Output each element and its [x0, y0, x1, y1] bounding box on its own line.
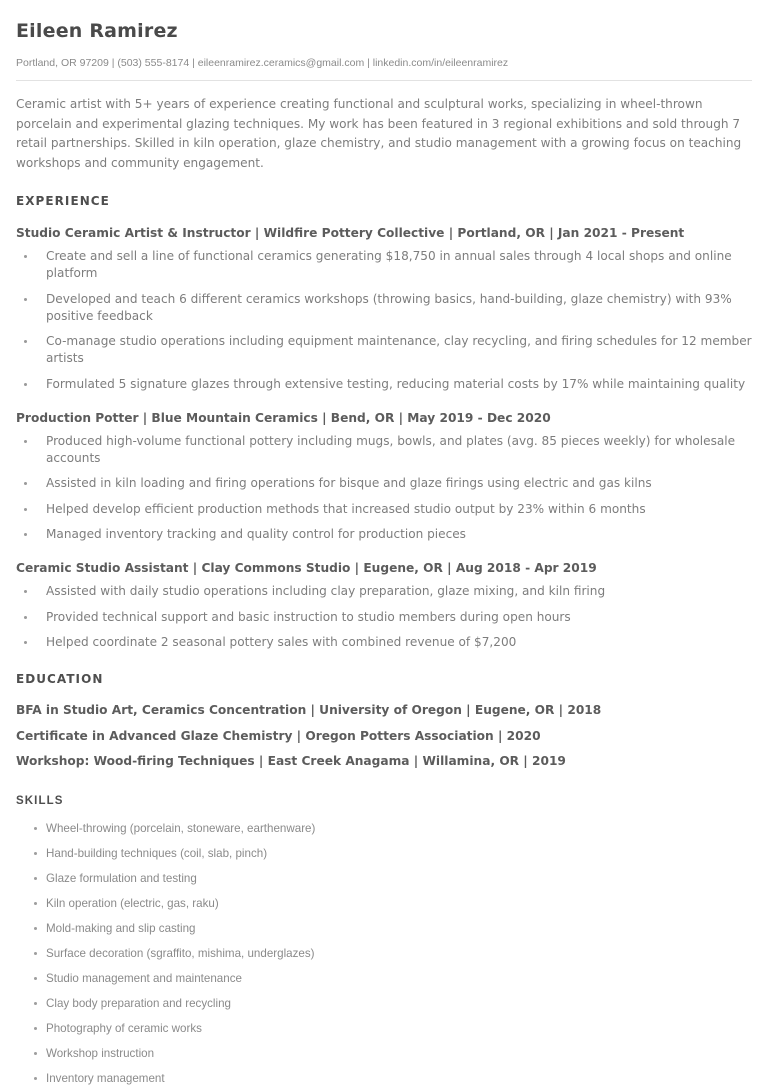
experience-entry: [16, 410, 752, 544]
education-list: [16, 702, 752, 770]
skill-item: Inventory management: [16, 1070, 752, 1087]
education-item: Certificate in Advanced Glaze Chemistry | Oregon Potters Association | 2020: [16, 728, 541, 743]
skill-item: Surface decoration (sgraffito, mishima, underglazes): [16, 945, 752, 962]
skill-item: Hand-building techniques (coil, slab, pinch): [16, 845, 752, 862]
skill-item: Wheel-throwing (porcelain, stoneware, earthenware): [16, 820, 752, 837]
skill-item: Glaze formulation and testing: [16, 870, 752, 887]
skill-item: Clay body preparation and recycling: [16, 995, 752, 1012]
experience-bullet: Create and sell a line of functional ceramics generating $18,750 in annual sales through 4 local shops and online platform: [16, 248, 752, 282]
experience-bullet: Assisted in kiln loading and firing operations for bisque and glaze firings using electric and gas kilns: [16, 475, 752, 492]
experience-bullet: Co-manage studio operations including equipment maintenance, clay recycling, and firing schedules for 12 member artists: [16, 333, 752, 367]
experience-entry-heading: Studio Ceramic Artist & Instructor | Wildfire Pottery Collective | Portland, OR | Jan 2021 - Present: [16, 226, 685, 240]
experience-bullet-list: [16, 248, 752, 393]
skills-section: [16, 795, 752, 1087]
skill-item: Photography of ceramic works: [16, 1020, 752, 1037]
experience-bullet: Developed and teach 6 different ceramics workshops (throwing basics, hand-building, glaze chemistry) with 93% positive feedback: [16, 291, 752, 325]
experience-bullet: Assisted with daily studio operations including clay preparation, glaze mixing, and kiln firing: [16, 583, 752, 600]
section-title-skills: SKILLS: [16, 795, 64, 807]
skill-item: Mold-making and slip casting: [16, 920, 752, 937]
experience-entry-heading: Production Potter | Blue Mountain Ceramics | Bend, OR | May 2019 - Dec 2020: [16, 410, 551, 425]
section-title-experience: EXPERIENCE: [16, 194, 110, 208]
experience-bullet: Formulated 5 signature glazes through extensive testing, reducing material costs by 17% while maintaining quality: [16, 376, 752, 393]
education-section: [16, 672, 752, 770]
experience-bullet: Helped develop efficient production methods that increased studio output by 23% within 6 months: [16, 501, 752, 518]
education-item: Workshop: Wood-firing Techniques | East Creek Anagama | Willamina, OR | 2019: [16, 754, 566, 768]
experience-bullet: Helped coordinate 2 seasonal pottery sales with combined revenue of $7,200: [16, 634, 752, 651]
candidate-name: Eileen Ramirez: [16, 20, 178, 42]
section-title-education: EDUCATION: [16, 672, 104, 686]
header-divider: [16, 80, 752, 81]
experience-bullet: Provided technical support and basic instruction to studio members during open hours: [16, 609, 752, 626]
experience-bullet-list: [16, 433, 752, 544]
experience-section: [16, 194, 752, 651]
experience-bullet-list: [16, 583, 752, 651]
resume-header: [16, 19, 752, 81]
experience-bullet: Managed inventory tracking and quality control for production pieces: [16, 526, 752, 543]
experience-bullet: Produced high-volume functional pottery including mugs, bowls, and plates (avg. 85 pieces weekly) for wholesale accounts: [16, 433, 752, 467]
skill-item: Workshop instruction: [16, 1045, 752, 1062]
experience-entry: [16, 225, 752, 393]
professional-summary: Ceramic artist with 5+ years of experience creating functional and sculptural works, specializing in wheel-thrown porcelain and experimental glazing techniques. My work has been featured in 3 regional exhibitions and sold through 7 retail partnerships. Skilled in kiln operation, glaze chemistry, and studio management with a growing focus on teaching workshops and community engagement.: [16, 97, 742, 170]
education-item: BFA in Studio Art, Ceramics Concentration | University of Oregon | Eugene, OR | 2018: [16, 703, 602, 717]
skills-list: [16, 820, 752, 1087]
skill-item: Kiln operation (electric, gas, raku): [16, 895, 752, 912]
skill-item: Studio management and maintenance: [16, 970, 752, 987]
contact-line: Portland, OR 97209 | (503) 555-8174 | eileenramirez.ceramics@gmail.com | linkedin.com/in/eileenramirez: [16, 57, 509, 69]
experience-entry: [16, 560, 752, 651]
experience-entry-heading: Ceramic Studio Assistant | Clay Commons Studio | Eugene, OR | Aug 2018 - Apr 2019: [16, 561, 597, 575]
